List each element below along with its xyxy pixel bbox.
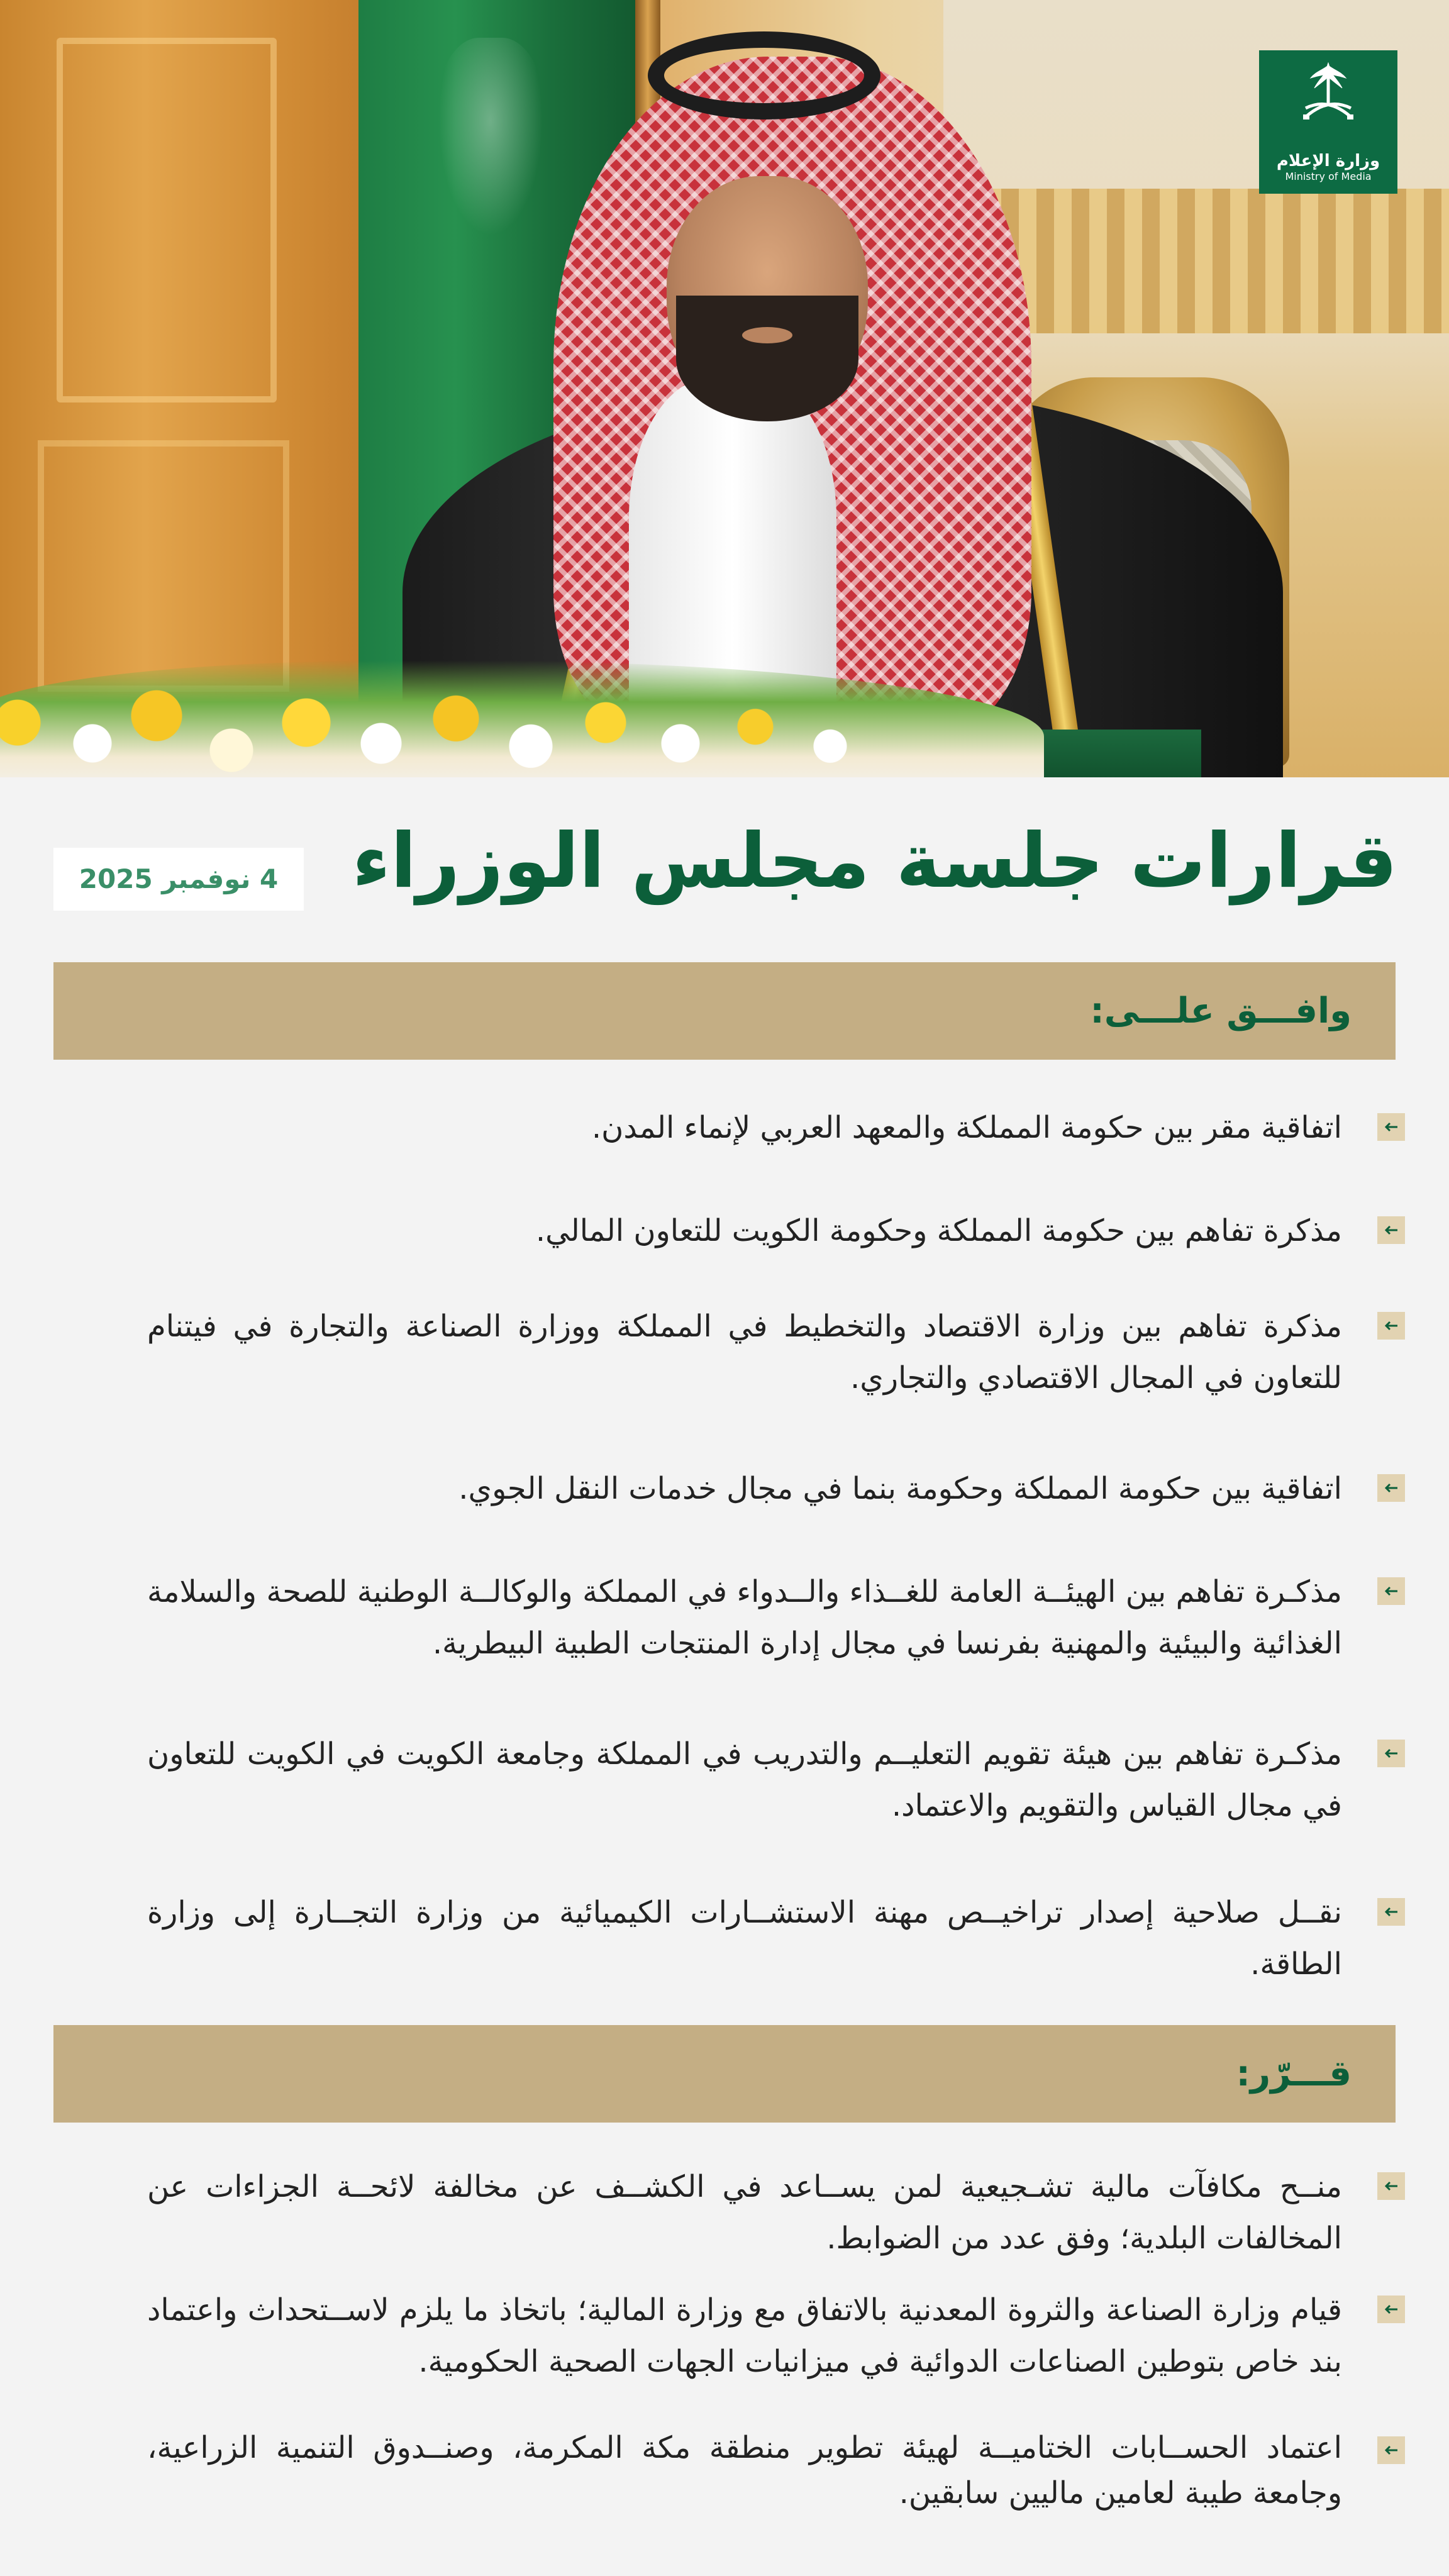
wall-panel xyxy=(38,440,289,692)
item-text: مذكـرة تفاهم بين هيئة تقويم التعليــم والتدريب في المملكة وجامعة الكويت في الكويت للتعاون في مجال القياس والتقويم والاعتماد. xyxy=(147,1736,1342,1823)
arrow-left-icon xyxy=(1377,1113,1405,1141)
list-item xyxy=(147,2161,1405,2264)
list-item xyxy=(147,1887,1405,1990)
logo-arabic-text: وزارة الإعلام xyxy=(1276,152,1380,171)
arrow-left-icon xyxy=(1377,1474,1405,1502)
item-text: مذكرة تفاهم بين حكومة المملكة وحكومة الكويت للتعاون المالي. xyxy=(535,1213,1342,1248)
arrow-left-icon xyxy=(1377,1577,1405,1605)
list-item xyxy=(147,1566,1405,1669)
agal xyxy=(648,31,880,119)
mouth xyxy=(742,327,792,343)
list-item xyxy=(147,1102,1405,1153)
list-item xyxy=(147,1205,1405,1257)
ministry-of-media-logo xyxy=(1259,50,1397,194)
arrow-left-icon xyxy=(1377,1216,1405,1244)
hero-edge xyxy=(0,777,1449,785)
item-text: نقــل صلاحية إصدار تراخيــص مهنة الاستشــارات الكيميائية من وزارة التجــارة إلى وزارة الطاقة. xyxy=(147,1895,1342,1982)
item-text: قيام وزارة الصناعة والثروة المعدنية بالاتفاق مع وزارة المالية؛ باتخاذ ما يلزم لاســتحداث واعتماد بند خاص بتوطين الصناعات الدوائية في ميزانيات الجهات الصحية الحكومية. xyxy=(147,2292,1342,2379)
arrow-left-icon xyxy=(1377,1898,1405,1926)
arrow-left-icon xyxy=(1377,2436,1405,2464)
beard xyxy=(676,296,858,421)
page-title: قرارات جلسة مجلس الوزراء xyxy=(352,818,1397,905)
item-text: منــح مكافآت مالية تشـجيعية لمن يســاعد في الكشــف عن مخالفة لائحــة الجزاءات عن المخالفات البلدية؛ وفق عدد من الضوابط. xyxy=(147,2169,1342,2256)
arrow-left-icon xyxy=(1377,1312,1405,1340)
arrow-left-icon xyxy=(1377,2172,1405,2200)
section-header-approved: وافـــق علـــى: xyxy=(53,962,1396,1060)
item-text: مذكرة تفاهم بين وزارة الاقتصاد والتخطيط في المملكة ووزارة الصناعة والتجارة في فيتنام للتعاون في المجال الاقتصادي والتجاري. xyxy=(147,1309,1342,1396)
item-text: مذكـرة تفاهم بين الهيئــة العامة للغــذاء والــدواء في المملكة والوكالــة الوطنية للصحة والسلامة الغذائية والبيئية والمهنية بفرنسا في مجال إدارة المنتجات الطبية البيطرية. xyxy=(147,1574,1342,1661)
hero-photo xyxy=(0,0,1449,785)
item-text: اتفاقية بين حكومة المملكة وحكومة بنما في مجال خدمات النقل الجوي. xyxy=(458,1471,1342,1506)
list-item xyxy=(147,1728,1405,1831)
arrow-left-icon xyxy=(1377,2296,1405,2323)
list-item xyxy=(147,2425,1405,2516)
date-badge: 4 نوفمبر 2025 xyxy=(53,848,304,911)
wall-panel xyxy=(57,38,277,402)
arrow-left-icon xyxy=(1377,1740,1405,1767)
list-item xyxy=(147,1463,1405,1514)
section-header-decided: قـــرّر: xyxy=(53,2025,1396,2123)
list-item xyxy=(147,2284,1405,2387)
item-text: اتفاقية مقر بين حكومة المملكة والمعهد العربي لإنماء المدن. xyxy=(591,1110,1342,1145)
item-text: اعتماد الحســابات الختاميــة لهيئة تطوير منطقة مكة المكرمة، وصنــدوق التنمية الزراعية، وجامعة طيبة لعامين ماليين سابقين. xyxy=(147,2430,1342,2511)
flag-emblem xyxy=(434,38,547,245)
logo-english-text: Ministry of Media xyxy=(1285,170,1372,182)
palm-and-swords-emblem-icon xyxy=(1297,59,1360,128)
list-item xyxy=(147,1301,1405,1404)
